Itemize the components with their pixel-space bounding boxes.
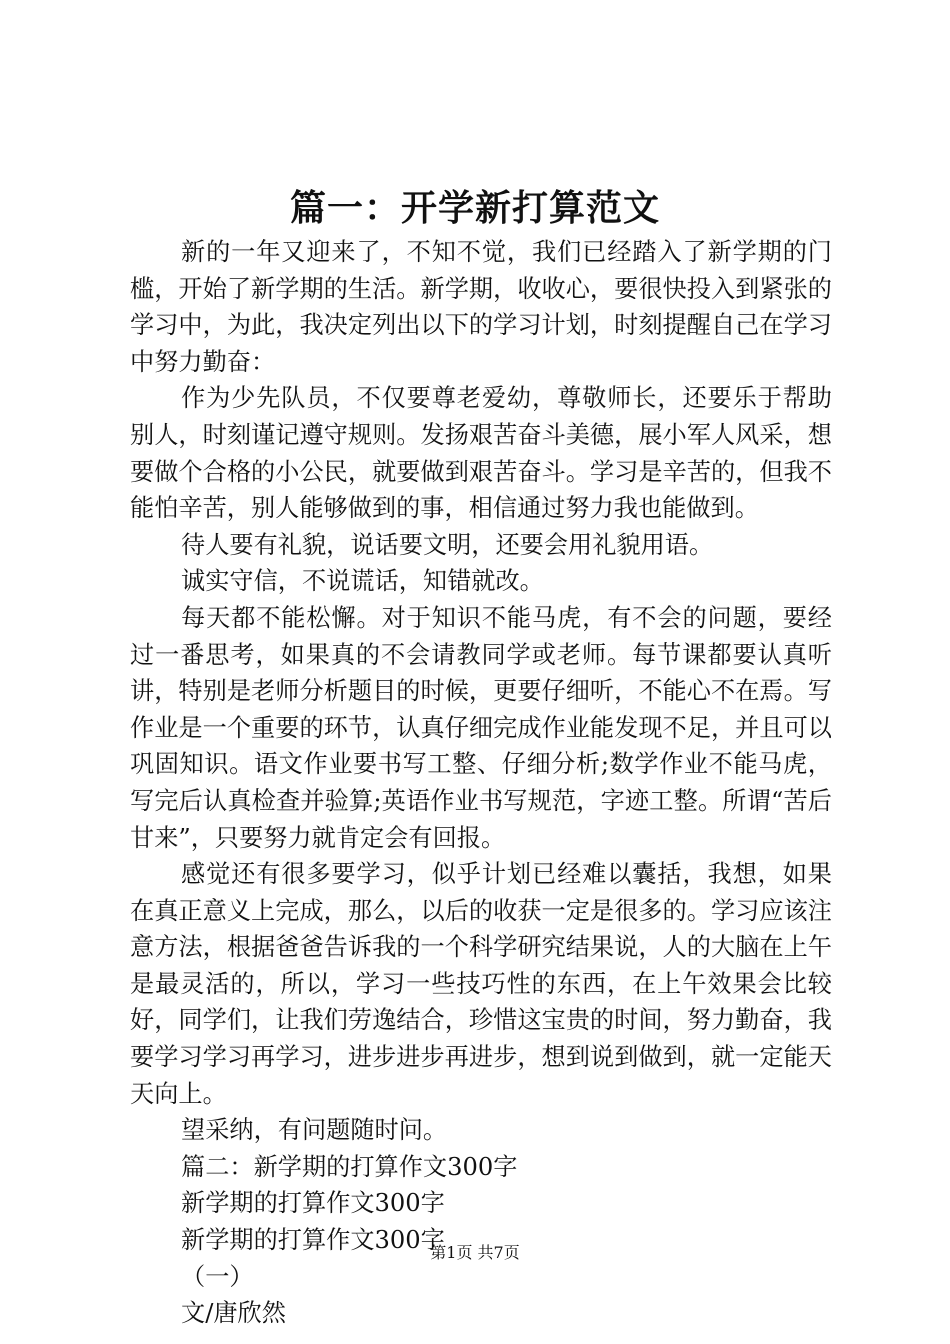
paragraph: 待人要有礼貌，说话要文明，还要会用礼貌用语。 xyxy=(181,530,714,559)
page-footer: 第1页 共7页 xyxy=(430,1243,520,1262)
paragraph: 感觉还有很多要学习，似乎计划已经难以囊括，我想，如果在真正意义上完成，那么，以后的收获一定是很多的。学习应该注意方法，根据爸爸告诉我的一个科学研究结果说，人的大脑在上午是最灵活的，所以，学习一些技巧性的东西，在上午效果会比较好，同学们，让我们劳逸结合，珍惜这宝贵的时间，努力勤奋，我要学习学习再学习，进步进步再进步，想到说到做到，就一定能天天向上。 xyxy=(130,860,832,1108)
paragraph: 作为少先队员，不仅要尊老爱幼，尊敬师长，还要乐于帮助别人，时刻谨记遵守规则。发扬艰苦奋斗美德，展小军人风采，想要做个合格的小公民，就要做到艰苦奋斗。学习是辛苦的，但我不能怕辛苦，别人能够做到的事，相信通过努力我也能做到。 xyxy=(130,384,832,523)
paragraph: 望采纳，有问题随时问。 xyxy=(181,1116,448,1145)
paragraph: 诚实守信，不说谎话，知错就改。 xyxy=(181,567,544,596)
section-number: （一） xyxy=(181,1262,254,1291)
paragraph: 新的一年又迎来了，不知不觉，我们已经踏入了新学期的门槛，开始了新学期的生活。新学期，收收心，要很快投入到紧张的学习中，为此，我决定列出以下的学习计划，时刻提醒自己在学习中努力勤奋： xyxy=(130,238,832,376)
subtitle-line: 新学期的打算作文300字 xyxy=(181,1189,445,1218)
document-title: 篇一：开学新打算范文 xyxy=(289,187,660,229)
section-heading: 篇二：新学期的打算作文300字 xyxy=(181,1152,518,1181)
subtitle-line: 新学期的打算作文300字 xyxy=(181,1226,445,1255)
author-line: 文/唐欣然 xyxy=(181,1299,286,1328)
document-body xyxy=(130,234,832,1332)
paragraph: 每天都不能松懈。对于知识不能马虎，有不会的问题，要经过一番思考，如果真的不会请教同学或老师。每节课都要认真听讲，特别是老师分析题目的时候，更要仔细听，不能心不在焉。写作业是一个重要的环节，认真仔细完成作业能发现不足，并且可以巩固知识。语文作业要书写工整、仔细分析;数学作业不能马虎，写完后认真检查并验算;英语作业书写规范，字迹工整。所谓“苦后甘来”，只要努力就肯定会有回报。 xyxy=(130,603,832,852)
